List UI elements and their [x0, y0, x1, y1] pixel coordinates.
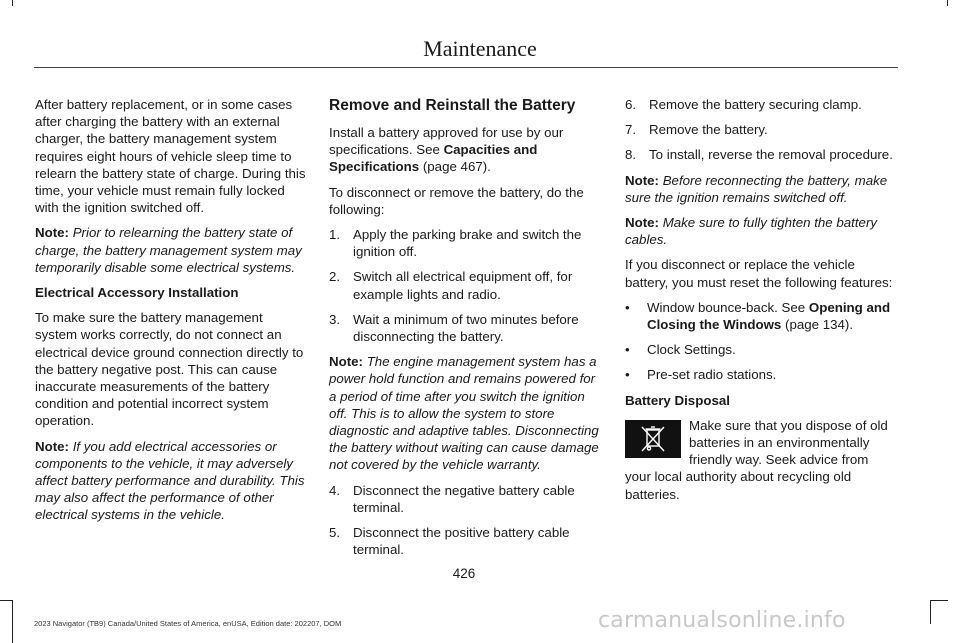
- bullet-text-part: Window bounce-back. See: [647, 299, 809, 315]
- battery-relearn-paragraph: After battery replacement, or in some cases after charging the battery with an external charger, the battery management system requires eight hours of vehicle sleep time to relearn the battery state of charge. During this time, your vehicle must remain fully locked with the ignition switched off.: [35, 97, 306, 216]
- step-text: Remove the battery.: [649, 122, 768, 138]
- battery-disposal-block: [625, 417, 897, 503]
- bullet-item: [625, 299, 897, 333]
- link-capacities-specifications[interactable]: Capacities and Specifications: [329, 142, 538, 175]
- note-text: Make sure to fully tighten the battery cables.: [625, 215, 878, 248]
- step-item: [329, 482, 601, 516]
- step-item: [625, 121, 897, 138]
- step-number: 7.: [625, 122, 637, 138]
- bullet-text: Clock Settings.: [647, 342, 736, 358]
- footer-edition-info: 2023 Navigator (TB9) Canada/United States of America, enUSA, Edition date: 202207, DOM: [34, 619, 342, 628]
- note-label: Note:: [329, 354, 363, 370]
- step-text: Wait a minimum of two minutes before disconnecting the battery.: [353, 311, 579, 345]
- link-opening-closing-windows[interactable]: Opening and Closing the Windows: [647, 299, 891, 333]
- note-relearn: [35, 224, 306, 276]
- step-item: [329, 524, 601, 558]
- watermark: carmanualsonline.info: [598, 608, 846, 633]
- crop-mark: [12, 600, 13, 643]
- column-1: [35, 96, 306, 532]
- step-number: 5.: [329, 525, 341, 541]
- bullet-icon: •: [625, 299, 630, 315]
- note-tighten-cables: [625, 214, 897, 248]
- step-number: 1.: [329, 227, 341, 243]
- step-text: Remove the battery securing clamp.: [649, 97, 862, 112]
- page-header-title: Maintenance: [423, 36, 537, 61]
- bullet-text: Pre-set radio stations.: [647, 367, 777, 383]
- page-reference: (page 467).: [419, 159, 491, 175]
- step-item: [329, 311, 601, 345]
- step-text: Switch all electrical equipment off, for example lights and radio.: [353, 269, 573, 302]
- bullet-icon: •: [625, 367, 630, 383]
- step-item: [625, 146, 897, 163]
- note-label: Note:: [625, 215, 659, 231]
- step-list-a: [329, 226, 601, 345]
- bullet-item: [625, 341, 897, 358]
- note-power-hold: [329, 353, 601, 473]
- step-number: 2.: [329, 269, 341, 285]
- heading-battery-disposal: Battery Disposal: [625, 392, 730, 408]
- battery-disposal-text: Make sure that you dispose of old batteries in an environmentally friendly way. Seek advice from your local authority about recycling old batteries.: [625, 417, 888, 502]
- install-approved-paragraph: [329, 124, 601, 176]
- heading-electrical-accessory: Electrical Accessory Installation: [35, 285, 239, 301]
- reset-features-paragraph: If you disconnect or replace the vehicle battery, you must reset the following features:: [625, 257, 893, 290]
- step-text: Apply the parking brake and switch the ignition off.: [353, 227, 582, 260]
- electrical-accessory-paragraph: To make sure the battery management system works correctly, do not connect an electrical device ground connection directly to the battery negative post. This can cause inaccurate measurements of the battery condition and potential incorrect system operation.: [35, 310, 304, 429]
- bullet-icon: •: [625, 342, 630, 358]
- heading-remove-reinstall: Remove and Reinstall the Battery: [329, 97, 576, 114]
- column-3: [625, 96, 897, 503]
- note-text: Before reconnecting the battery, make sure the ignition remains switched off.: [625, 172, 888, 205]
- page-reference: (page 134).: [781, 317, 854, 333]
- crossed-out-wheelie-bin-icon: [625, 420, 681, 458]
- step-number: 3.: [329, 311, 341, 327]
- header-divider: [34, 67, 898, 68]
- note-label: Note:: [35, 438, 69, 454]
- install-text: Install a battery approved for use by our specifications. See: [329, 125, 564, 158]
- column-2: [329, 96, 601, 566]
- note-label: Note:: [35, 225, 69, 241]
- crop-mark: [0, 600, 12, 601]
- disconnect-intro: To disconnect or remove the battery, do the following:: [329, 184, 584, 217]
- note-label: Note:: [625, 172, 659, 188]
- note-ignition-off: [625, 172, 897, 206]
- crop-mark: [12, 0, 13, 6]
- step-text: Disconnect the negative battery cable terminal.: [353, 482, 575, 515]
- bullet-text: [647, 299, 897, 333]
- step-item: [329, 226, 601, 260]
- crop-mark: [931, 600, 948, 601]
- step-text: To install, reverse the removal procedure.: [649, 147, 893, 163]
- step-text: Disconnect the positive battery cable terminal.: [353, 525, 570, 558]
- step-number: 4.: [329, 482, 341, 498]
- note-accessories: [35, 438, 306, 524]
- crop-mark: [930, 600, 931, 624]
- crop-mark: [947, 0, 948, 6]
- bullet-item: [625, 366, 897, 383]
- note-text: The engine management system has a power hold function and remains powered for a period of time after you switch the ignition off. This is to allow the system to store diagnostic and adaptive tables. Disconnecting the battery without waiting can cause damage not covered by the vehicle warranty.: [329, 354, 599, 473]
- note-text: Prior to relearning the battery state of charge, the battery management system may temporarily disable some electrical systems.: [35, 225, 302, 275]
- step-number: 6.: [625, 97, 637, 112]
- page-number: 426: [452, 566, 476, 581]
- step-list-c: [625, 96, 897, 164]
- step-item: [625, 96, 897, 113]
- step-list-b: [329, 482, 601, 559]
- reset-bullet-list: [625, 299, 897, 384]
- note-text: If you add electrical accessories or components to the vehicle, it may adversely affect battery performance and durability. This may also affect the performance of other electrical systems in the vehicle.: [35, 438, 305, 523]
- step-number: 8.: [625, 147, 637, 163]
- step-item: [329, 268, 601, 302]
